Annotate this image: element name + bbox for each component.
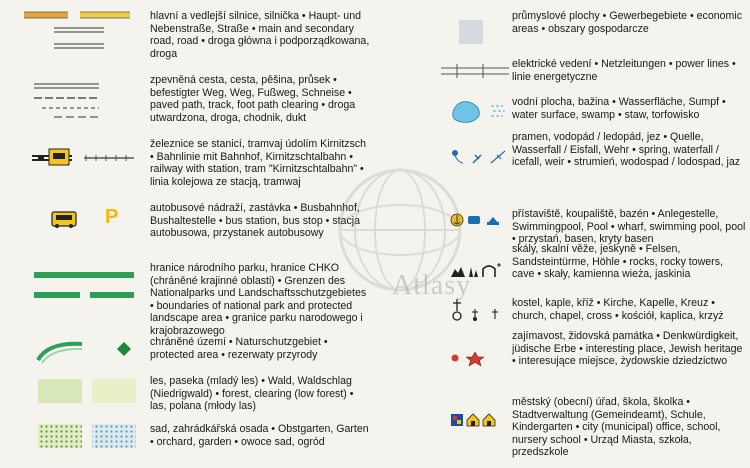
legend-entry-bus: [0, 202, 375, 252]
legend-entry-power-lines: [375, 58, 750, 92]
legend-entry-forest: [0, 375, 375, 419]
national-park-boundary-icon: [24, 262, 134, 312]
orchard-icon: [24, 423, 134, 454]
legend-text: hlavní a vedlejší silnice, silnička • Haupt- und Nebenstraße, Straße • main and secondary road, road • droga główna i podporządkowana, droga: [150, 10, 370, 60]
legend-text: průmyslové plochy • Gewerbegebiete • economic areas • obszary gospodarcze: [512, 10, 743, 35]
legend-entry-paths: [0, 74, 375, 130]
legend-entry-orchard: [0, 423, 375, 463]
water-surface-icon: [451, 96, 521, 128]
legend-text: sad, zahrádkářská osada • Obstgarten, Garten • orchard, garden • owoce sad, ogród: [150, 423, 369, 448]
road-icon: [24, 10, 134, 50]
interesting-place-icon: [451, 330, 521, 380]
legend-text: elektrické vedení • Netzleitungen • power lines • linie energetyczne: [512, 58, 736, 83]
legend-text: les, paseka (mladý les) • Wald, Waldschlag (Niedrigwald) • forest, clearing (low forest) • las, polana (młody las): [150, 375, 354, 413]
path-icon: [24, 74, 134, 120]
legend-text: skály, skalní věže, jeskyně • Felsen, Sandsteintürme, Höhle • rocks, rocky towers, cave • skały, kamienna wieża, jaskinia: [512, 243, 723, 281]
legend-text: hranice národního parku, hranice CHKO (chráněné krajinné oblasti) • Grenzen des Nationalparks und Landschaftsschutzgebietes • boundaries of national park and protected landscape area • granice parku narodowego i krajobrazowego: [150, 262, 367, 337]
legend-text: železnice se stanicí, tramvaj údolím Kirnitzsch • Bahnlinie mit Bahnhof, Kirnitzschtalbahn • railway with station, tram "Kirnitzschtalbahn" • linia kolejowa ze stacją, tramwaj: [150, 138, 367, 188]
legend-text: chráněné území • Naturschutzgebiet • protected area • rezerwaty przyrody: [150, 336, 328, 361]
railway-icon: [24, 138, 134, 176]
forest-icon: [24, 375, 134, 409]
legend-entry-national-park: [0, 262, 375, 338]
legend-entry-interesting-place: [375, 330, 750, 386]
power-line-icon: [451, 58, 521, 84]
legend-entry-roads: [0, 10, 375, 66]
municipal-office-icon: [451, 396, 521, 444]
legend-entry-water: [375, 96, 750, 136]
protected-area-icon: [24, 336, 134, 366]
industrial-area-icon: [451, 10, 521, 50]
legend-text: zpevněná cesta, cesta, pěšina, průsek • befestigter Weg, Weg, Fußweg, Schneise • paved path, track, foot path clearing • droga utwardzona, droga, chodnik, dukt: [150, 74, 356, 124]
legend-text: městský (obecní) úřad, škola, školka • Stadtverwaltung (Gemeindeamt), Schule, Kindergarten • city (municipal) office, school, nursery school • Urząd Miasta, szkoła, przedszkole: [512, 396, 721, 459]
legend-text: přístaviště, koupaliště, bazén • Anlegestelle, Swimmingpool, Pool • wharf, swimming pool, pool • przystań, basen, kryty basen: [512, 208, 746, 246]
bus-stop-icon: P: [105, 206, 119, 228]
legend-entry-railway: [0, 138, 375, 194]
legend-entry-protected-area: [0, 336, 375, 370]
legend-entry-municipal-office: [375, 396, 750, 459]
legend-text: vodní plocha, bažina • Wasserfläche, Sumpf • water surface, swamp • staw, torfowisko: [512, 96, 726, 121]
legend-text: autobusové nádraží, zastávka • Busbahnhof, Bushaltestelle • bus station, bus stop • stacja autobusowa, przystanek autobusowy: [150, 202, 360, 240]
legend-text: kostel, kaple, kříž • Kirche, Kapelle, Kreuz • church, chapel, cross • kościół, kaplica, krzyż: [512, 297, 724, 322]
legend-text: zajímavost, židovská památka • Denkwürdigkeit, jüdische Erbe • interesting place, Jewish heritage • interesujące miejsce, żydowskie dziedzictwo: [512, 330, 743, 368]
watermark-text: Atlasy: [392, 270, 472, 301]
legend-entry-industrial: [375, 10, 750, 50]
legend-text: pramen, vodopád / ledopád, jez • Quelle, Wasserfall / Eisfall, Wehr • spring, waterfall / icefall, weir • strumień, wodospad / lodospad, jaz: [512, 131, 741, 169]
